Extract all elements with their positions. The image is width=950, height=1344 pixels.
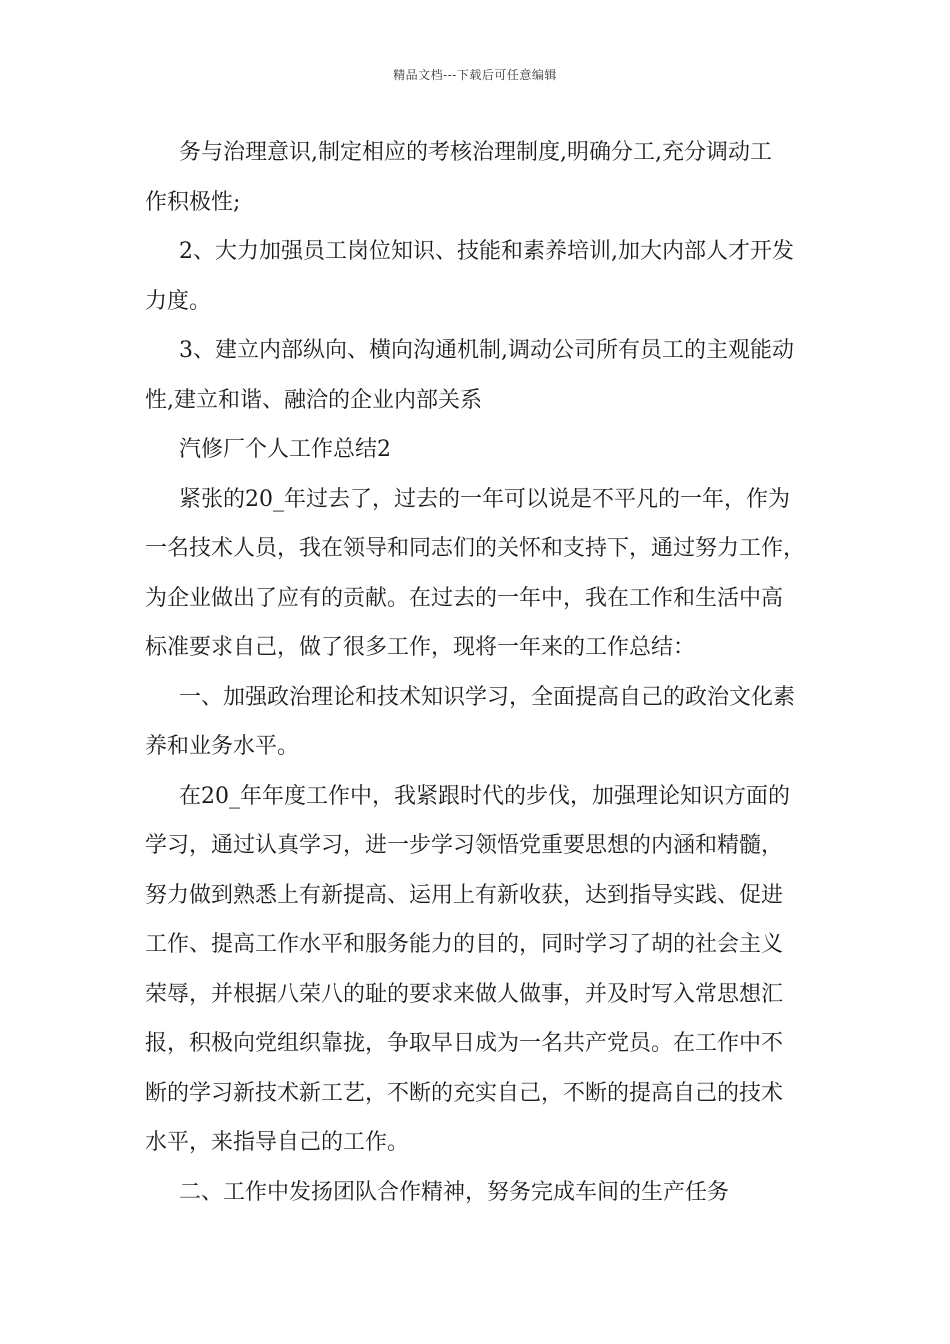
text-line: 荣辱，并根据八荣八的耻的要求来做人做事，并及时写入常思想汇 xyxy=(145,981,784,1007)
document-body xyxy=(145,128,815,1217)
text-line: 二、工作中发扬团队合作精神，努务完成车间的生产任务 xyxy=(179,1179,730,1205)
text-line: 标准要求自己，做了很多工作，现将一年来的工作总结： xyxy=(145,635,696,660)
page-header: 精品文档---下载后可任意编辑 xyxy=(393,68,557,82)
section-title: 汽修厂个人工作总结2 xyxy=(179,437,391,462)
text-line: 养和业务水平。 xyxy=(145,734,300,759)
text-line: 作积极性; xyxy=(145,189,241,215)
text-line: 性,建立和谐、融洽的企业内部关系 xyxy=(145,387,482,413)
text-line: 学习，通过认真学习，进一步学习领悟党重要思想的内涵和精髓， xyxy=(145,833,784,858)
text-line: 一名技术人员，我在领导和同志们的关怀和支持下，通过努力工作， xyxy=(145,536,806,561)
text-line: 工作、提高工作水平和服务能力的目的，同时学习了胡的社会主义 xyxy=(145,932,784,957)
text-line: 一、加强政治理论和技术知识学习，全面提高自己的政治文化素 xyxy=(179,684,796,710)
text-line: 报，积极向党组织靠拢，争取早日成为一名共产党员。在工作中不 xyxy=(145,1031,784,1056)
text-line: 水平，来指导自己的工作。 xyxy=(145,1130,410,1155)
text-line: 2、大力加强员工岗位知识、技能和素养培训,加大内部人才开发 xyxy=(179,239,794,264)
text-line: 务与治理意识,制定相应的考核治理制度,明确分工,充分调动工 xyxy=(179,140,772,165)
text-line: 为企业做出了应有的贡献。在过去的一年中，我在工作和生活中高 xyxy=(145,585,784,611)
text-line: 努力做到熟悉上有新提高、运用上有新收获，达到指导实践、促进 xyxy=(145,882,784,908)
text-line: 断的学习新技术新工艺，不断的充实自己，不断的提高自己的技术 xyxy=(145,1080,784,1106)
text-line: 紧张的20_年过去了，过去的一年可以说是不平凡的一年，作为 xyxy=(179,486,790,512)
text-line: 在20_年年度工作中，我紧跟时代的步伐，加强理论知识方面的 xyxy=(179,783,790,809)
text-line: 3、建立内部纵向、横向沟通机制,调动公司所有员工的主观能动 xyxy=(179,338,794,363)
text-line: 力度。 xyxy=(145,288,212,314)
